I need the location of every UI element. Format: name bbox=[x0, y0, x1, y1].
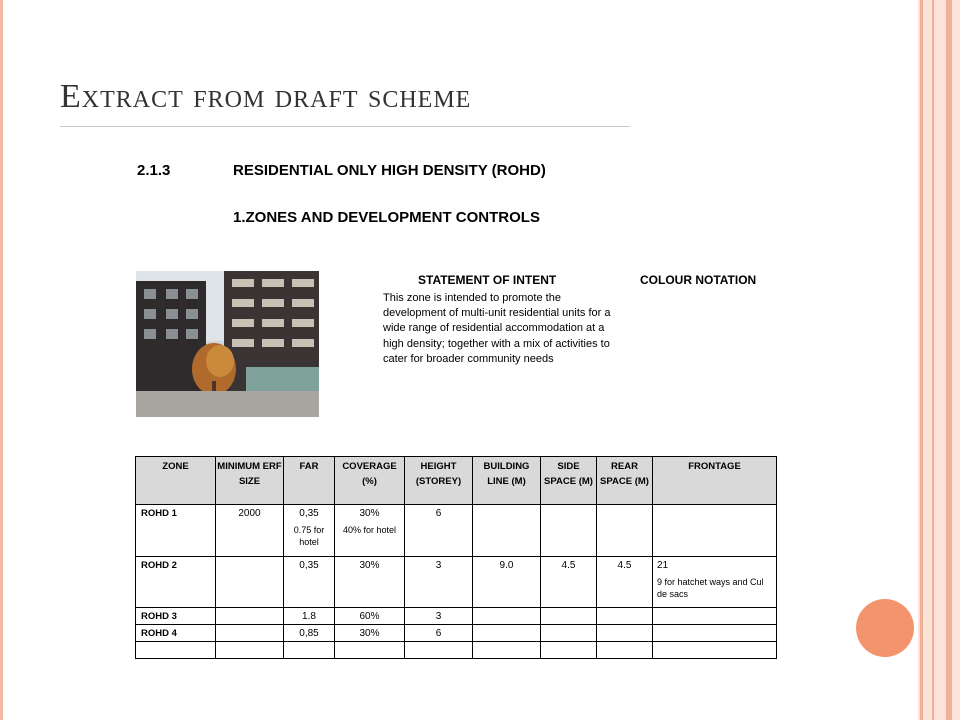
erf-cell: 2000 bbox=[216, 505, 284, 557]
rear-space-cell: 4.5 bbox=[597, 557, 653, 608]
header-building-line: BUILDING LINE (M) bbox=[473, 457, 541, 505]
frontage-cell bbox=[653, 625, 777, 642]
header-far: FAR bbox=[284, 457, 335, 505]
side-stripe bbox=[946, 0, 952, 720]
frontage-note: 9 for hatchet ways and Cul de sacs bbox=[657, 577, 764, 599]
decorative-circle bbox=[856, 599, 914, 657]
subsection-title: 1.ZONES AND DEVELOPMENT CONTROLS bbox=[233, 209, 540, 226]
table-row bbox=[136, 557, 777, 608]
side-stripe bbox=[920, 0, 923, 720]
height-cell: 6 bbox=[405, 505, 473, 557]
rear-space-cell bbox=[597, 625, 653, 642]
building-line-cell bbox=[473, 625, 541, 642]
colour-notation-heading: COLOUR NOTATION bbox=[640, 273, 757, 287]
side-stripe bbox=[932, 0, 934, 720]
erf-cell bbox=[216, 557, 284, 608]
coverage-note: 40% for hotel bbox=[342, 525, 397, 535]
header-rear-space: REAR SPACE (M) bbox=[597, 457, 653, 505]
decorative-side-band bbox=[918, 0, 960, 720]
side-space-cell: 4.5 bbox=[541, 557, 597, 608]
zone-cell: ROHD 2 bbox=[136, 557, 216, 608]
zone-cell: ROHD 1 bbox=[136, 505, 216, 557]
header-zone: ZONE bbox=[136, 457, 216, 505]
erf-cell bbox=[216, 625, 284, 642]
height-cell: 3 bbox=[405, 557, 473, 608]
empty-cell bbox=[653, 642, 777, 659]
header-frontage: FRONTAGE bbox=[653, 457, 777, 505]
empty-cell bbox=[136, 642, 216, 659]
erf-cell bbox=[216, 608, 284, 625]
frontage-cell bbox=[653, 505, 777, 557]
far-cell: 0,35 bbox=[284, 557, 335, 608]
empty-cell bbox=[284, 642, 335, 659]
empty-cell bbox=[405, 642, 473, 659]
section-number: 2.1.3 bbox=[137, 162, 171, 179]
zone-cell: ROHD 3 bbox=[136, 608, 216, 625]
slide-title: Extract from draft scheme bbox=[60, 78, 472, 115]
zone-cell: ROHD 4 bbox=[136, 625, 216, 642]
height-cell: 3 bbox=[405, 608, 473, 625]
table-header-row bbox=[136, 457, 777, 505]
building-line-cell: 9.0 bbox=[473, 557, 541, 608]
far-value: 0,35 bbox=[299, 508, 319, 519]
side-space-cell bbox=[541, 625, 597, 642]
header-coverage: COVERAGE (%) bbox=[335, 457, 405, 505]
height-cell: 6 bbox=[405, 625, 473, 642]
table-row bbox=[136, 625, 777, 642]
frontage-cell bbox=[653, 608, 777, 625]
far-cell: 0,85 bbox=[284, 625, 335, 642]
section-title: RESIDENTIAL ONLY HIGH DENSITY (ROHD) bbox=[233, 162, 546, 179]
statement-of-intent-heading: STATEMENT OF INTENT bbox=[418, 273, 557, 287]
far-cell: 1.8 bbox=[284, 608, 335, 625]
coverage-cell: 30% bbox=[335, 625, 405, 642]
building-line-cell bbox=[473, 608, 541, 625]
header-height: HEIGHT (STOREY) bbox=[405, 457, 473, 505]
empty-cell bbox=[473, 642, 541, 659]
table-row bbox=[136, 608, 777, 625]
header-minimum-erf-size: MINIMUM ERF SIZE bbox=[216, 457, 284, 505]
table-row bbox=[136, 642, 777, 659]
coverage-cell: 60% bbox=[335, 608, 405, 625]
empty-cell bbox=[335, 642, 405, 659]
far-cell bbox=[284, 505, 335, 557]
title-divider bbox=[60, 126, 630, 127]
empty-cell bbox=[541, 642, 597, 659]
side-space-cell bbox=[541, 608, 597, 625]
frontage-cell bbox=[653, 557, 777, 608]
building-line-cell bbox=[473, 505, 541, 557]
frontage-value: 21 bbox=[657, 560, 669, 571]
far-note: 0.75 for hotel bbox=[293, 525, 325, 547]
side-space-cell bbox=[541, 505, 597, 557]
table-row bbox=[136, 505, 777, 557]
empty-cell bbox=[597, 642, 653, 659]
header-side-space: SIDE SPACE (M) bbox=[541, 457, 597, 505]
rear-space-cell bbox=[597, 608, 653, 625]
coverage-cell bbox=[335, 505, 405, 557]
statement-of-intent-text: This zone is intended to promote the development of multi-unit residential units for a wide range of residential accommodation at a high density; together with a mix of activities to cater for broader community needs bbox=[383, 292, 611, 365]
coverage-value: 30% bbox=[359, 508, 380, 519]
empty-cell bbox=[216, 642, 284, 659]
development-controls-table bbox=[135, 456, 777, 659]
building-photo bbox=[136, 271, 319, 417]
coverage-cell: 30% bbox=[335, 557, 405, 608]
rear-space-cell bbox=[597, 505, 653, 557]
